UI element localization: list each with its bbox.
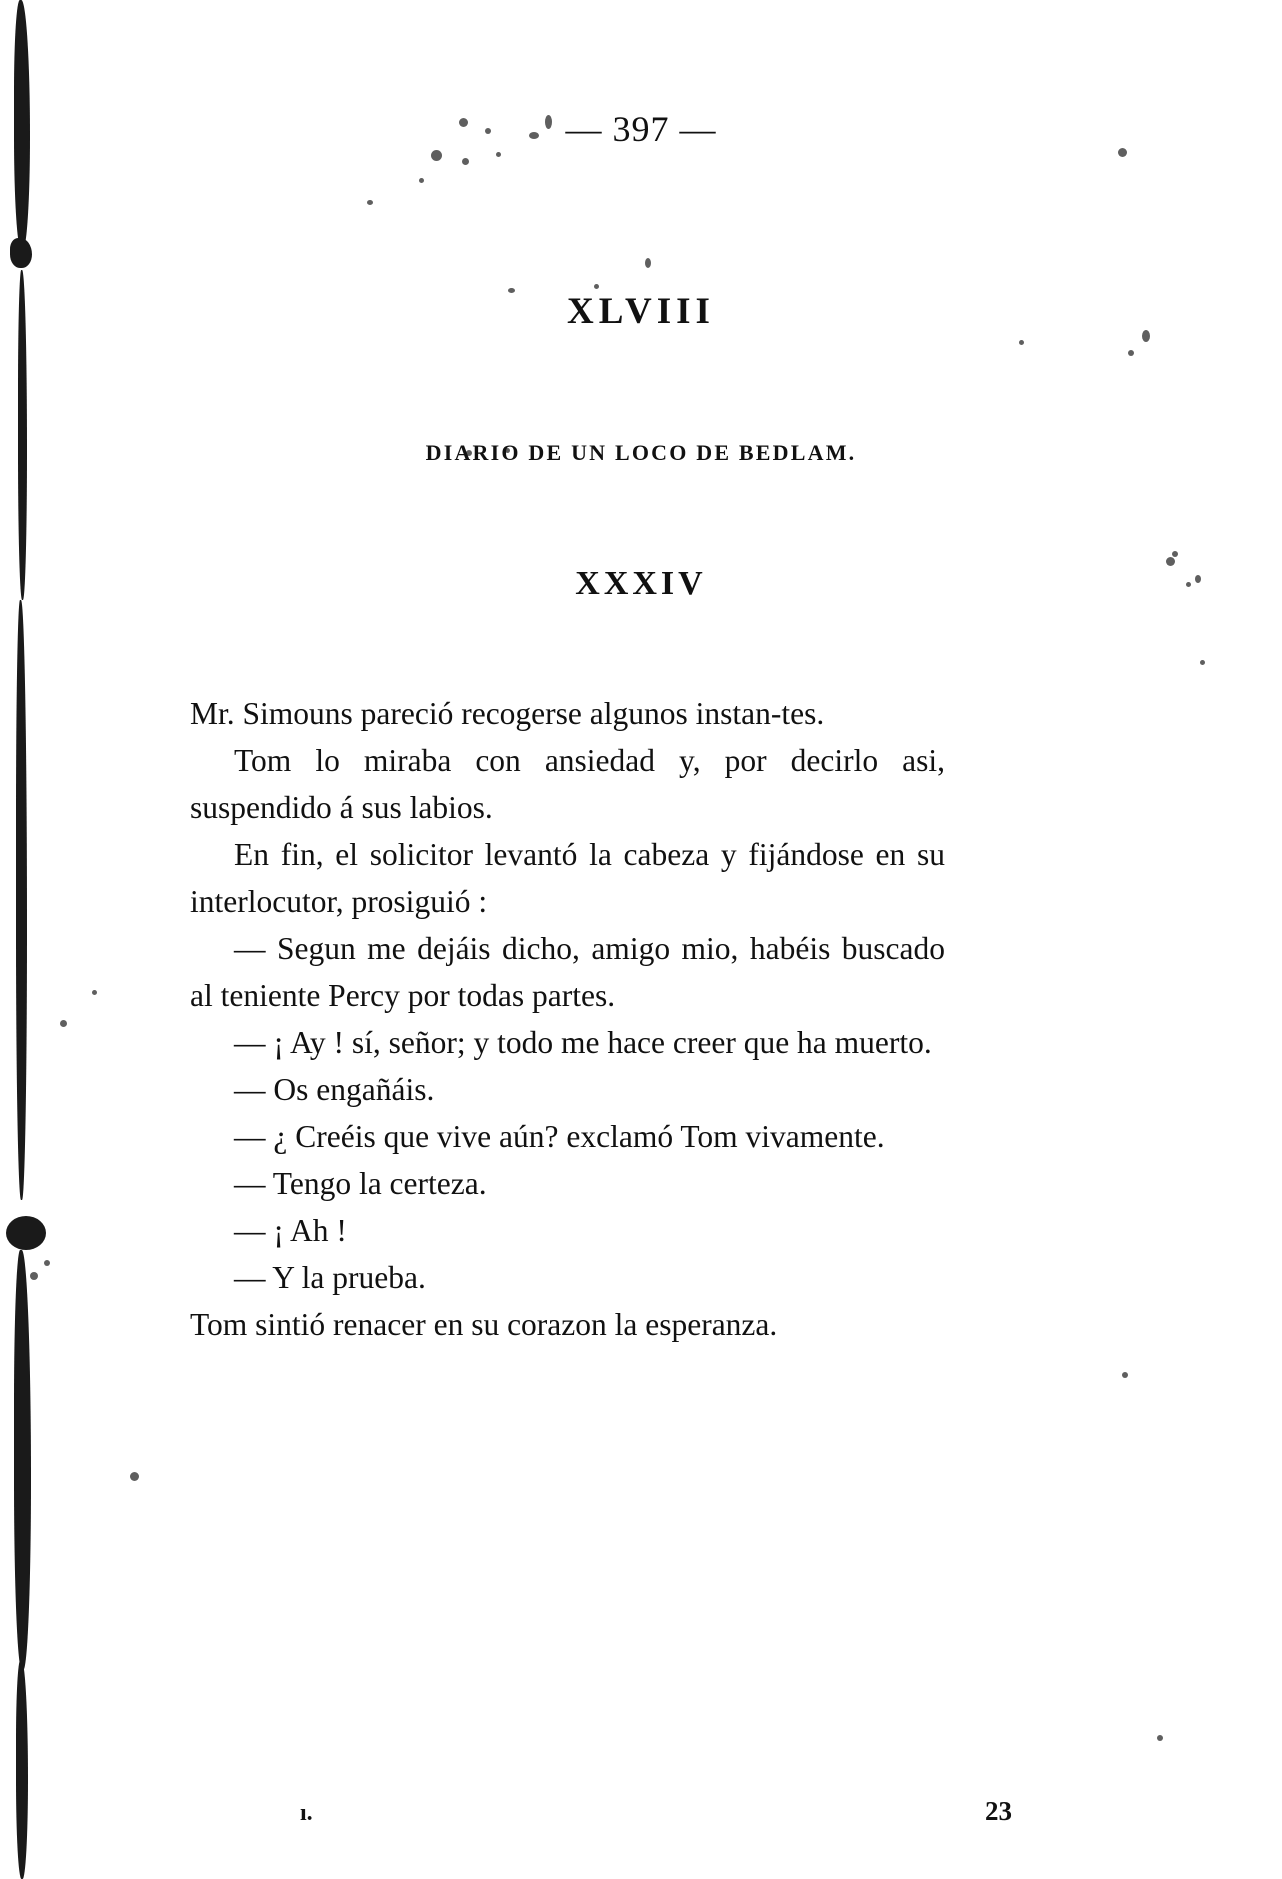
paragraph: — ¡ Ay ! sí, señor; y todo me hace creer que ha muerto. <box>234 1025 932 1060</box>
paragraph: En fin, el solicitor levantó la cabeza y fijándose en su interlocutor, prosiguió : <box>190 837 945 919</box>
paragraph: — ¡ Ah ! <box>234 1213 347 1248</box>
paragraph: Tom lo miraba con ansiedad y, por decirlo asi, suspendido á sus labios. <box>190 743 945 825</box>
page-folio-number: — 397 — <box>565 109 717 149</box>
paragraph: — Y la prueba. <box>234 1260 426 1295</box>
paragraph: Tom sintió renacer en su corazon la esperanza. <box>190 1307 778 1342</box>
chapter-number: XLVIII <box>567 291 715 332</box>
paragraph: — Tengo la certeza. <box>234 1166 487 1201</box>
paragraph: Mr. Simouns pareció recogerse algunos instan-tes. <box>190 696 825 731</box>
paragraph: — Segun me dejáis dicho, amigo mio, habéis buscado al teniente Percy por todas partes. <box>190 931 945 1013</box>
section-number: XXXIV <box>575 565 707 602</box>
paragraph: — ¿ Creéis que vive aún? exclamó Tom vivamente. <box>234 1119 885 1154</box>
running-title: DIARIO DE UN LOCO DE BEDLAM. <box>425 440 857 465</box>
footer-page-number: 23 <box>985 1796 1012 1826</box>
paragraph: — Os engañáis. <box>234 1072 435 1107</box>
body-text <box>190 690 945 1348</box>
signature-mark: ı. <box>300 1800 313 1826</box>
